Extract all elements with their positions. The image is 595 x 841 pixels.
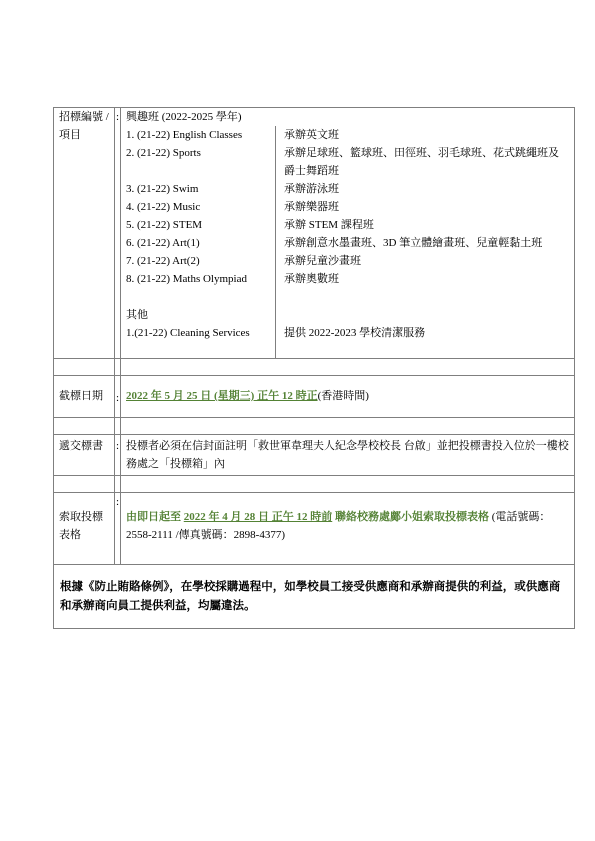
- item-desc: 承辦足球班、籃球班、田徑班、羽毛球班、花式跳繩班及爵士舞蹈班: [284, 147, 559, 177]
- other-header: 其他: [126, 309, 148, 321]
- item-desc: 承辦 STEM 課程班: [284, 219, 374, 231]
- item-name: 7. (21-22) Art(2): [126, 255, 200, 267]
- item-name: 1.(21-22) Cleaning Services: [126, 327, 250, 339]
- warning-row: [54, 565, 575, 629]
- colon: :: [115, 493, 121, 565]
- deadline-timezone: (香港時間): [317, 390, 369, 402]
- colon: :: [115, 435, 121, 476]
- item-name: 4. (21-22) Music: [126, 201, 201, 213]
- colon: :: [115, 376, 121, 418]
- item-name: 2. (21-22) Sports: [126, 147, 201, 159]
- deadline-row: [54, 376, 575, 418]
- items-list: [126, 126, 569, 358]
- submission-label: 遞交標書: [54, 435, 115, 476]
- tender-table: [53, 107, 575, 629]
- item-name: 1. (21-22) English Classes: [126, 129, 243, 141]
- item-desc: 承辦創意水墨畫班、3D 筆立體繪畫班、兒童輕黏土班: [284, 237, 543, 249]
- colon: :: [115, 108, 121, 359]
- submission-row: [54, 435, 575, 476]
- item-name: 5. (21-22) STEM: [126, 219, 203, 231]
- item-desc: 承辦兒童沙畫班: [284, 255, 361, 267]
- forms-label: 索取投標表格: [54, 493, 115, 565]
- tender-items-row: [54, 108, 575, 359]
- forms-deadline: 2022 年 4 月 28 日 正午 12 時前: [183, 511, 333, 523]
- forms-from: 由即日起至: [126, 511, 181, 523]
- item-desc: 承辦游泳班: [284, 183, 339, 195]
- item-name: 6. (21-22) Art(1): [126, 237, 200, 249]
- anti-bribery-warning: 根據《防止賄賂條例》，在學校採購過程中，如學校員工接受供應商和承辦商提供的利益，或供應商和承辦商向員工提供利益，均屬違法。: [54, 565, 575, 629]
- item-desc: 承辦樂器班: [284, 201, 339, 213]
- deadline-label: 截標日期: [54, 376, 115, 418]
- item-desc: 承辦英文班: [284, 129, 339, 141]
- forms-row: [54, 493, 575, 565]
- item-name: 8. (21-22) Maths Olympiad: [126, 273, 247, 285]
- forms-phone-fax: (電話號碼：2558-2111 /傳真號碼：2898-4377): [126, 511, 551, 541]
- tender-notice: [53, 107, 575, 629]
- submission-text: 投標者必須在信封面註明「救世軍韋理夫人紀念學校校長 台啟」並把投標書投入位於一樓校務處之「投標箱」內: [121, 435, 575, 476]
- deadline-date: 2022 年 5 月 25 日 (星期三) 正午 12 時正: [126, 390, 318, 402]
- item-desc: 承辦奧數班: [284, 273, 339, 285]
- tender-header: 興趣班 (2022-2025 學年): [126, 111, 242, 123]
- item-name: 3. (21-22) Swim: [126, 183, 199, 195]
- tender-no-label: 招標編號 / 項目: [54, 108, 115, 359]
- forms-contact: 聯絡校務處鄺小姐索取投標表格: [335, 511, 489, 523]
- item-desc: 提供 2022-2023 學校清潔服務: [284, 327, 426, 339]
